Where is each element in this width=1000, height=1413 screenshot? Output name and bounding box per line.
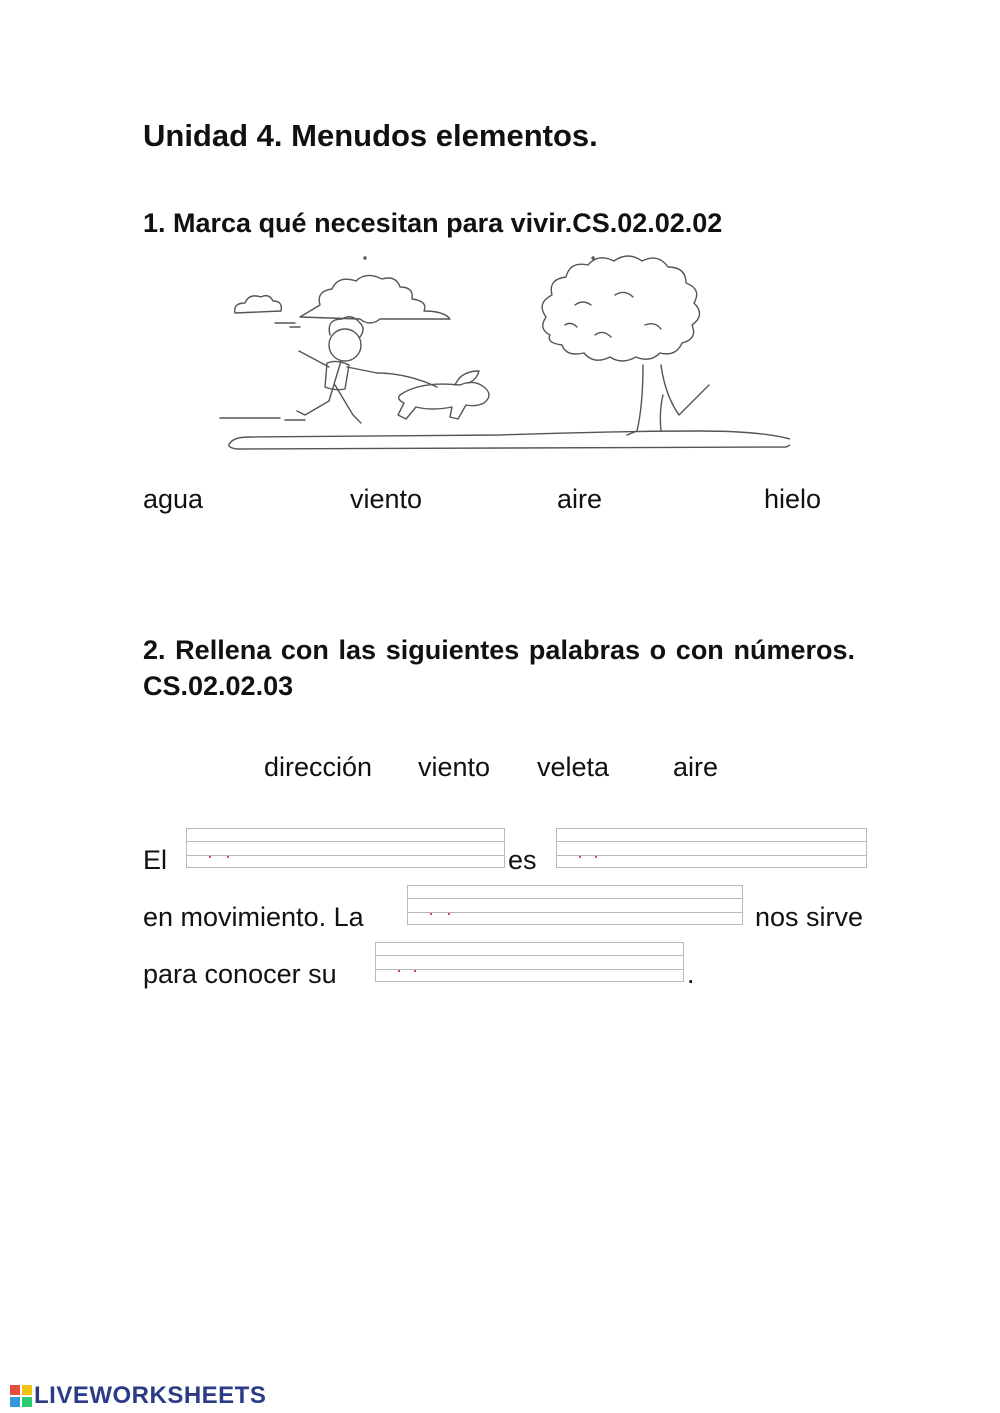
- blank-2-input[interactable]: [557, 829, 866, 867]
- sentence-text: en movimiento. La: [143, 902, 364, 932]
- boy-dog-tree-illustration: [215, 255, 790, 455]
- exercise-2-prompt: 2. Rellena con las siguientes palabras o con números. CS.02.02.03: [143, 635, 855, 701]
- blank-2-field[interactable]: [556, 828, 867, 868]
- blank-3-field[interactable]: [407, 885, 743, 925]
- blank-3-input[interactable]: [408, 886, 742, 924]
- sentence-text: es: [508, 845, 537, 875]
- option-viento[interactable]: viento: [350, 484, 423, 514]
- word-bank-item: aire: [673, 752, 719, 782]
- blank-4-input[interactable]: [376, 943, 683, 981]
- footer-brand[interactable]: [10, 1381, 266, 1411]
- sentence-text: El: [143, 845, 168, 875]
- option-agua[interactable]: agua: [143, 484, 204, 514]
- sentence-text: .: [687, 959, 695, 989]
- option-aire[interactable]: aire: [557, 484, 603, 514]
- brand-name: LIVEWORKSHEETS: [34, 1382, 267, 1409]
- blank-1-field[interactable]: [186, 828, 505, 868]
- word-bank-item: dirección: [264, 752, 373, 782]
- page-title: Unidad 4. Menudos elementos.: [143, 118, 598, 153]
- blank-1-input[interactable]: [187, 829, 504, 867]
- blank-4-field[interactable]: [375, 942, 684, 982]
- option-hielo[interactable]: hielo: [764, 484, 822, 514]
- liveworksheets-logo-icon: [10, 1385, 32, 1407]
- sentence-text: para conocer su: [143, 959, 337, 989]
- word-bank-item: viento: [418, 752, 491, 782]
- word-bank-item: veleta: [537, 752, 610, 782]
- sentence-text: nos sirve: [755, 902, 864, 932]
- exercise-1-prompt: 1. Marca qué necesitan para vivir.CS.02.02.02: [143, 208, 723, 238]
